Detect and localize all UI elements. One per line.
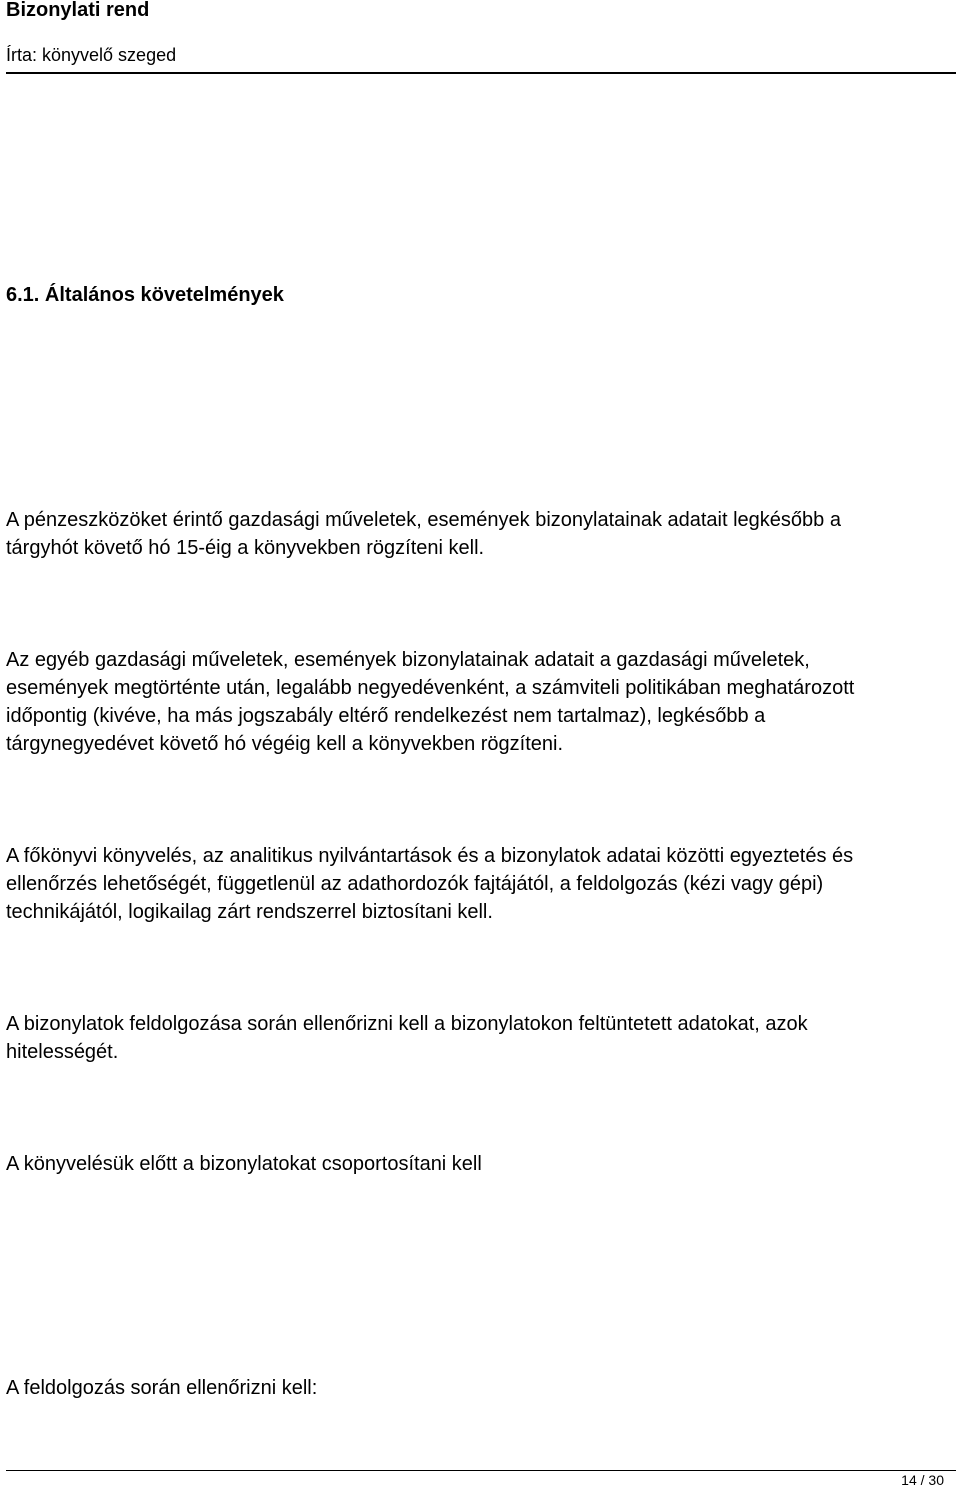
paragraph-line: Az egyéb gazdasági műveletek, események bizonylatainak adatait a gazdasági műveletek, — [6, 649, 810, 671]
paragraph-line: technikájától, logikailag zárt rendszerrel biztosítani kell. — [6, 901, 493, 923]
document-title: Bizonylati rend — [6, 0, 150, 21]
paragraph-reconciliation — [6, 842, 956, 926]
paragraph-verification — [6, 1010, 956, 1066]
paragraph-line: ellenőrzés lehetőségét, függetlenül az adathordozók fajtájától, a feldolgozás (kézi vagy gépi) — [6, 873, 824, 895]
paragraph-line: tárgyhót követő hó 15-éig a könyvekben rögzíteni kell. — [6, 537, 485, 559]
paragraph-line: A főkönyvi könyvelés, az analitikus nyilvántartások és a bizonylatok adatai közötti egyeztetés és — [6, 845, 854, 867]
paragraph-cash-recording — [6, 506, 956, 562]
paragraph-line: A könyvelésük előtt a bizonylatokat csoportosítani kell — [6, 1153, 482, 1175]
document-author: Írta: könyvelő szeged — [6, 45, 177, 65]
section-heading: 6.1. Általános követelmények — [6, 284, 284, 306]
paragraph-line: hitelességét. — [6, 1041, 119, 1063]
paragraph-line: A pénzeszközöket érintő gazdasági műveletek, események bizonylatainak adatait legkésőbb a — [6, 509, 841, 531]
paragraph-processing-checks — [6, 1374, 956, 1402]
paragraph-line: A feldolgozás során ellenőrizni kell: — [6, 1377, 318, 1399]
page-number: 14 / 30 — [901, 1472, 944, 1488]
paragraph-line: események megtörténte után, legalább negyedévenként, a számviteli politikában meghatározott — [6, 677, 855, 699]
paragraph-other-recording — [6, 646, 956, 758]
paragraph-line: A bizonylatok feldolgozása során ellenőrizni kell a bizonylatokon feltüntetett adatokat, azok — [6, 1013, 808, 1035]
footer-divider — [6, 1470, 956, 1471]
paragraph-line: időpontig (kivéve, ha más jogszabály eltérő rendelkezést nem tartalmaz), legkésőbb a — [6, 705, 766, 727]
paragraph-line: tárgynegyedévet követő hó végéig kell a könyvekben rögzíteni. — [6, 733, 564, 755]
header-divider — [6, 72, 956, 74]
paragraph-grouping — [6, 1150, 956, 1178]
